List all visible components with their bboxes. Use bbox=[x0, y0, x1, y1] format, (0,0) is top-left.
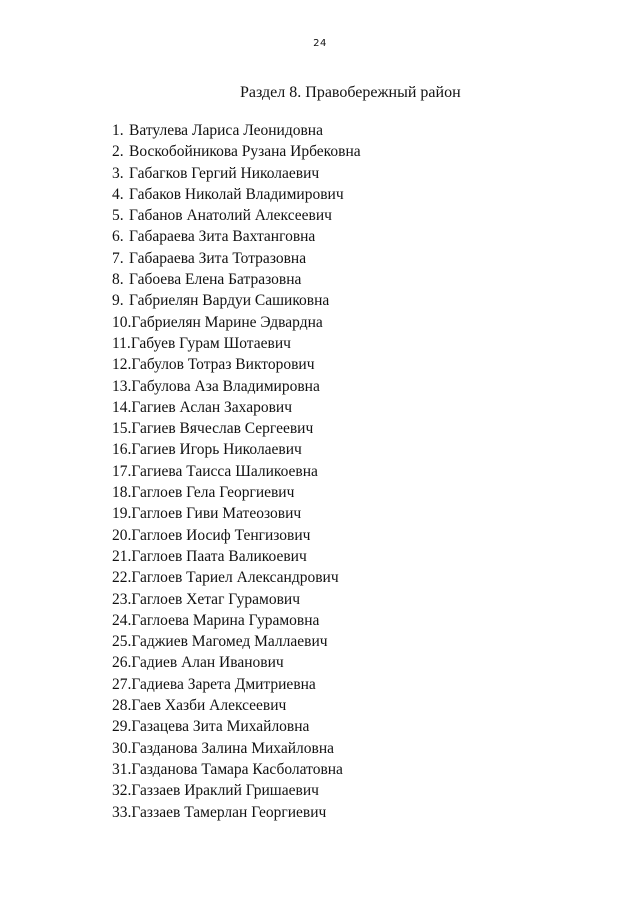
list-item-name: Ватулева Лариса Леонидовна bbox=[129, 122, 323, 139]
list-item-name: Габулова Аза Владимировна bbox=[131, 377, 320, 395]
list-item-number: 1. bbox=[112, 122, 124, 139]
list-item-name: Гаглоев Хетаг Гурамович bbox=[131, 590, 301, 608]
list-item-name: Гаглоев Тариел Александрович bbox=[131, 569, 339, 587]
list-item-number: 6. bbox=[112, 228, 124, 246]
list-item-name: Гагиев Игорь Николаевич bbox=[131, 441, 302, 459]
list-item bbox=[112, 652, 361, 673]
list-item-number: 25. bbox=[112, 633, 132, 651]
list-item-name: Габулов Тотраз Викторович bbox=[131, 356, 315, 374]
list-item-name: Гадиева Зарета Дмитриевна bbox=[131, 675, 316, 693]
list-item-name: Габриелян Вардуи Сашиковна bbox=[129, 292, 330, 310]
list-item bbox=[112, 376, 361, 397]
list-item bbox=[112, 716, 361, 737]
list-item-number: 5. bbox=[112, 207, 124, 225]
list-item-number: 20. bbox=[112, 526, 132, 544]
list-item-number: 4. bbox=[112, 185, 124, 203]
list-item-name: Гаджиев Магомед Маллаевич bbox=[131, 633, 328, 651]
list-item-number: 22. bbox=[112, 569, 132, 587]
list-item-name: Габараева Зита Тотразовна bbox=[129, 249, 307, 267]
list-item-name: Гагиев Аслан Захарович bbox=[131, 398, 293, 416]
list-item bbox=[112, 567, 361, 588]
list-item bbox=[112, 418, 361, 439]
list-item bbox=[112, 120, 361, 141]
list-item bbox=[112, 439, 361, 460]
list-item-name: Газданова Тамара Касболатовна bbox=[131, 760, 343, 778]
list-item-name: Габоева Елена Батразовна bbox=[129, 271, 302, 289]
name-list bbox=[112, 120, 361, 823]
list-item-name: Гаглоева Марина Гурамовна bbox=[131, 611, 320, 629]
list-item-number: 17. bbox=[112, 462, 132, 480]
list-item bbox=[112, 333, 361, 354]
list-item-name: Гаглоев Иосиф Тенгизович bbox=[131, 526, 311, 544]
list-item-number: 28. bbox=[112, 697, 132, 715]
list-item-number: 7. bbox=[112, 249, 124, 267]
list-item bbox=[112, 205, 361, 226]
list-item bbox=[112, 354, 361, 375]
list-item bbox=[112, 546, 361, 567]
list-item-number: 15. bbox=[112, 420, 132, 438]
list-item-number: 23. bbox=[112, 590, 132, 608]
list-item-name: Гаев Хазби Алексеевич bbox=[131, 697, 287, 715]
list-item-name: Гаглоев Гела Георгиевич bbox=[131, 484, 295, 502]
list-item bbox=[112, 610, 361, 631]
list-item bbox=[112, 503, 361, 524]
list-item-name: Габриелян Марине Эдвардна bbox=[131, 313, 323, 331]
list-item-name: Гагиев Вячеслав Сергеевич bbox=[131, 420, 314, 438]
list-item bbox=[112, 163, 361, 184]
list-item-name: Воскобойникова Рузана Ирбековна bbox=[129, 143, 361, 161]
list-item-name: Газзаев Тамерлан Георгиевич bbox=[131, 803, 327, 821]
list-item bbox=[112, 312, 361, 333]
list-item-name: Габанов Анатолий Алексеевич bbox=[129, 207, 332, 225]
list-item-number: 33. bbox=[112, 803, 132, 821]
list-item bbox=[112, 525, 361, 546]
list-item-name: Гагиева Таисса Шаликоевна bbox=[131, 462, 318, 480]
list-item bbox=[112, 695, 361, 716]
list-item-number: 14. bbox=[112, 398, 132, 416]
list-item-number: 30. bbox=[112, 739, 132, 757]
list-item-number: 18. bbox=[112, 484, 132, 502]
list-item bbox=[112, 802, 361, 823]
list-item-number: 3. bbox=[112, 164, 124, 182]
list-item-number: 12. bbox=[112, 356, 132, 374]
list-item-number: 19. bbox=[112, 505, 132, 523]
list-item-name: Газданова Залина Михайловна bbox=[131, 739, 334, 757]
list-item-name: Габаков Николай Владимирович bbox=[129, 185, 344, 203]
list-item bbox=[112, 631, 361, 652]
list-item-number: 10. bbox=[112, 313, 132, 331]
list-item-number: 16. bbox=[112, 441, 132, 459]
list-item-number: 11. bbox=[112, 334, 131, 352]
list-item bbox=[112, 482, 361, 503]
list-item-name: Габуев Гурам Шотаевич bbox=[130, 334, 291, 352]
list-item bbox=[112, 269, 361, 290]
list-item-name: Гадиев Алан Иванович bbox=[131, 654, 284, 672]
list-item-name: Гаглоев Гиви Матеозович bbox=[131, 505, 302, 523]
list-item-number: 13. bbox=[112, 377, 132, 395]
list-item-name: Гаглоев Паата Валикоевич bbox=[131, 547, 307, 565]
list-item bbox=[112, 226, 361, 247]
list-item bbox=[112, 738, 361, 759]
list-item bbox=[112, 290, 361, 311]
list-item-name: Габагков Гергий Николаевич bbox=[129, 164, 320, 182]
list-item-number: 29. bbox=[112, 718, 132, 736]
list-item-number: 21. bbox=[112, 547, 132, 565]
list-item-number: 9. bbox=[112, 292, 124, 310]
list-item bbox=[112, 589, 361, 610]
list-item-number: 24. bbox=[112, 611, 132, 629]
list-item-name: Габараева Зита Вахтанговна bbox=[129, 228, 316, 246]
list-item bbox=[112, 397, 361, 418]
list-item bbox=[112, 141, 361, 162]
list-item-number: 2. bbox=[112, 143, 124, 161]
list-item-name: Газзаев Ираклий Гришаевич bbox=[131, 782, 319, 800]
list-item bbox=[112, 248, 361, 269]
list-item bbox=[112, 780, 361, 801]
list-item-number: 31. bbox=[112, 760, 132, 778]
list-item-name: Газацева Зита Михайловна bbox=[131, 718, 310, 736]
page-number: 24 bbox=[313, 38, 327, 49]
list-item bbox=[112, 461, 361, 482]
list-item bbox=[112, 184, 361, 205]
list-item-number: 27. bbox=[112, 675, 132, 693]
section-title: Раздел 8. Правобережный район bbox=[240, 84, 461, 101]
list-item bbox=[112, 759, 361, 780]
list-item bbox=[112, 674, 361, 695]
list-item-number: 8. bbox=[112, 271, 124, 289]
list-item-number: 32. bbox=[112, 782, 132, 800]
list-item-number: 26. bbox=[112, 654, 132, 672]
